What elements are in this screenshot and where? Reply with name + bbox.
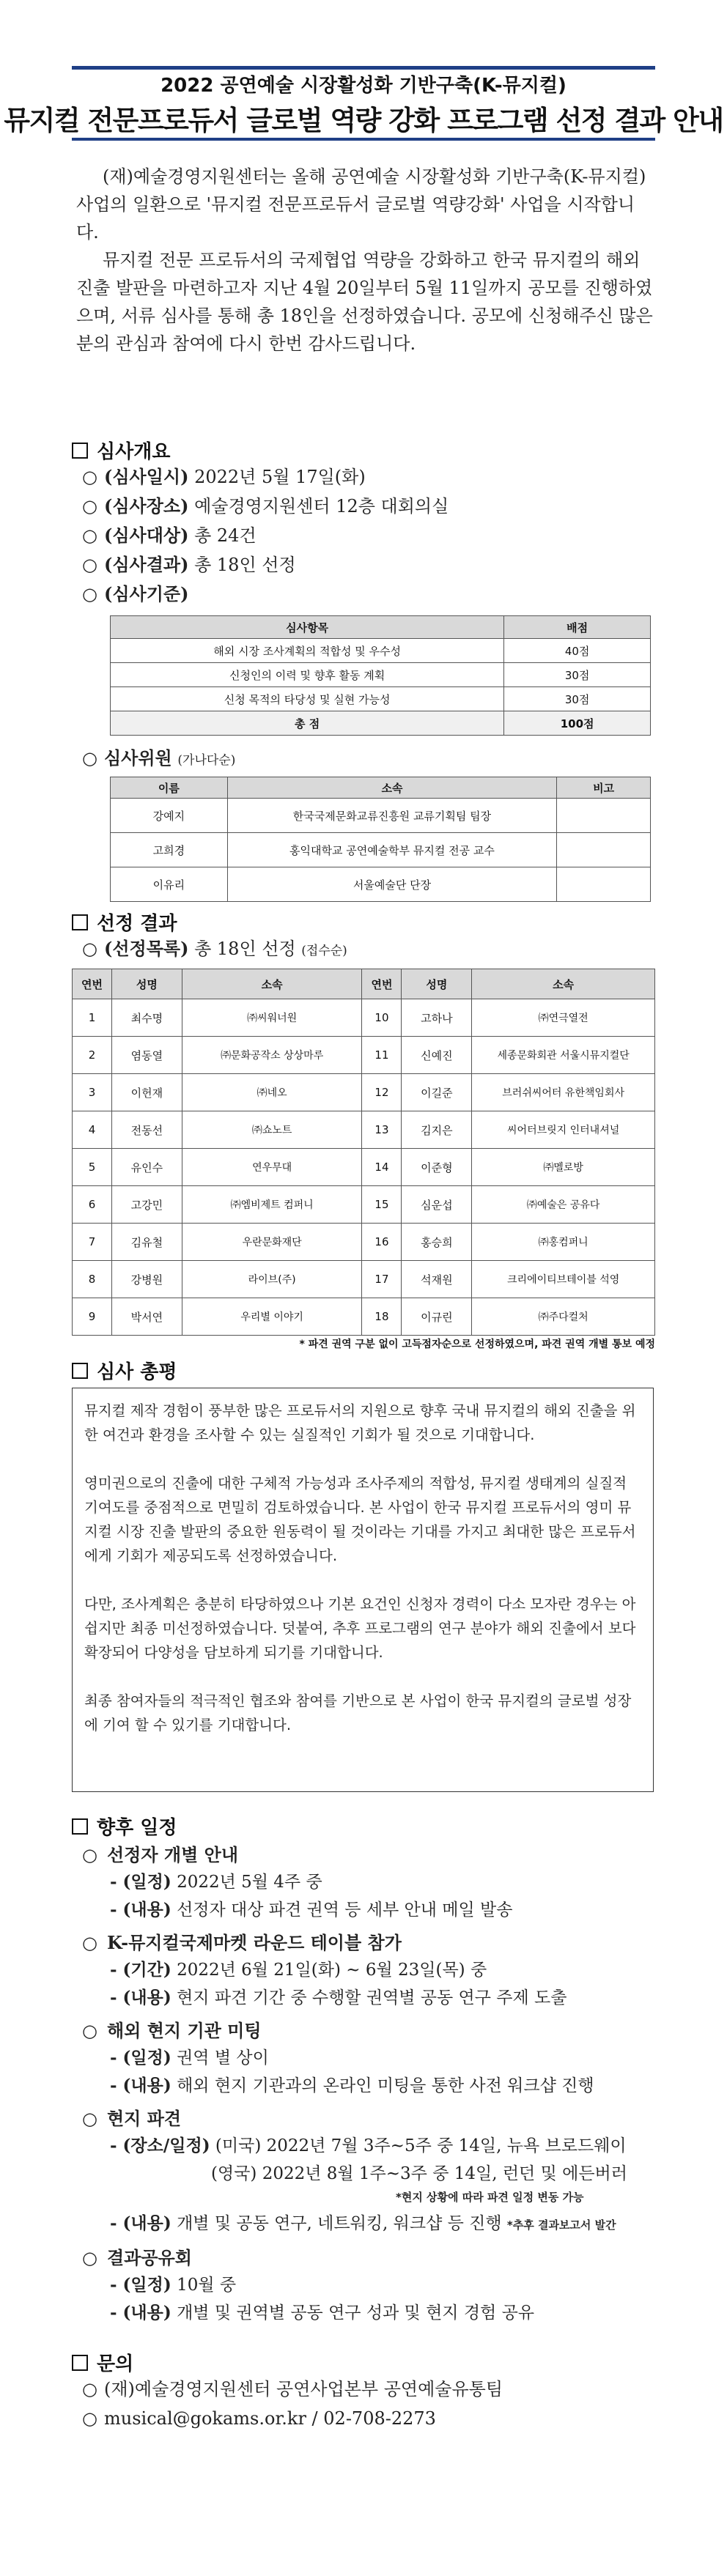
schedule-1-line-2: - (내용) 선정자 대상 파견 권역 등 세부 안내 메일 발송 — [110, 1900, 513, 1920]
title-rule-top — [72, 66, 655, 70]
judges-table — [110, 777, 651, 902]
schedule-3-line-2: - (내용) 해외 현지 기관과의 온라인 미팅을 통한 사전 워크샵 진행 — [110, 2076, 594, 2095]
schedule-3-line-1: - (일정) 권역 별 상이 — [110, 2048, 269, 2068]
comment-box — [72, 1388, 654, 1792]
table-row: 1 최수명 ㈜씨워너원 10 고하나 ㈜연극열전 — [73, 999, 655, 1037]
review-item-date: ○ (심사일시) 2022년 5월 17일(화) — [82, 466, 366, 487]
square-bullet-icon — [72, 1818, 88, 1835]
judges-label: ○ 심사위원 (가나다순) — [82, 747, 236, 769]
criteria-header-score: 배점 — [504, 616, 651, 639]
criteria-header-item: 심사항목 — [111, 616, 504, 639]
section-review-heading: 심사개요 — [72, 437, 170, 464]
table-row: 8 강병원 라이브(주) 17 석재원 크리에이티브테이블 석영 — [73, 1261, 655, 1298]
comment-paragraph-2: 영미권으로의 진출에 대한 구체적 가능성과 조사주제의 적합성, 뮤지컬 생태계의 실질적 기여도를 중점적으로 면밀히 검토하였습니다. 본 사업이 한국 뮤지컬 프로듀서의 영미 뮤지컬 시장 진출 발판의 중요한 원동력이 될 것이라는 기대를 가지고 최대한 많은 프로듀서에게 기회가 제공되도록 선정하였습니다. — [84, 1475, 636, 1564]
section-contact-heading: 문의 — [72, 2349, 133, 2376]
schedule-5-title: ○ 결과공유회 — [82, 2247, 192, 2268]
review-item-place: ○ (심사장소) 예술경영지원센터 12층 대회의실 — [82, 495, 449, 517]
review-item-criteria: ○ (심사기준) — [82, 583, 189, 604]
judges-header-note: 비고 — [557, 777, 651, 799]
page-subtitle: 2022 공연예술 시장활성화 기반구축(K-뮤지컬) — [160, 75, 567, 97]
table-row: 3 이헌재 ㈜네오 12 이길준 브러쉬씨어터 유한책임회사 — [73, 1074, 655, 1111]
selection-footnote: * 파견 권역 구분 없이 고득점자순으로 선정하였으며, 파견 권역 개별 통보 예정 — [299, 1339, 655, 1350]
table-row: 신청인의 이력 및 향후 활동 계획 30점 — [111, 663, 651, 687]
comment-paragraph-4: 최종 참여자들의 적극적인 협조와 참여를 기반으로 본 사업이 한국 뮤지컬의 글로벌 성장에 기여 할 수 있기를 기대합니다. — [84, 1692, 632, 1733]
table-row: 7 김유철 우란문화재단 16 홍승희 ㈜홍컴퍼니 — [73, 1224, 655, 1261]
section-result-heading: 선정 결과 — [72, 908, 177, 936]
review-item-target: ○ (심사대상) 총 24건 — [82, 525, 257, 546]
schedule-4-note: *현지 상황에 따라 파견 일정 변동 가능 — [396, 2191, 584, 2204]
square-bullet-icon — [72, 2355, 88, 2371]
section-comment-heading: 심사 총평 — [72, 1357, 177, 1384]
schedule-5-line-2: - (내용) 개별 및 권역별 공동 연구 성과 및 현지 경험 공유 — [110, 2303, 535, 2323]
schedule-4-line-3: - (내용) 개별 및 공동 연구, 네트워킹, 워크샵 등 진행 *추후 결과보고서 발간 — [110, 2213, 616, 2233]
schedule-2-title: ○ K-뮤지컬국제마켓 라운드 테이블 참가 — [82, 1932, 402, 1953]
square-bullet-icon — [72, 914, 88, 930]
selection-table: 연번 성명 소속 연번 성명 소속 1 최수명 ㈜씨워너원 10 고하나 ㈜연극열전 2 염동열 ㈜문화공작소 상상마루 11 신예진 세종문화회관 서울시뮤지컬단 3 이헌재 ㈜네오 12 이길준 브러쉬씨어터 유한책임회사 4 전동선 ㈜쇼노트 13 김지은 씨어터브릿지 인터내셔널 5 유인수 연우무대 14 이준형 ㈜멜로방 6 고강민 ㈜엠비제트 컴퍼니 15 심운섭 ㈜예술은 공유다 7 김유철 우란문화재단 16 홍승희 ㈜홍컴퍼니 8 강병원 라이브(주) 17 석재원 크리에이티브테이블 석영 9 박서연 우리별 이야기 18 이규린 ㈜주다컬처 — [72, 969, 655, 1336]
intro-text — [76, 163, 655, 358]
table-row: 5 유인수 연우무대 14 이준형 ㈜멜로방 — [73, 1149, 655, 1186]
title-rule-bottom — [72, 138, 655, 141]
square-bullet-icon — [72, 443, 88, 459]
review-item-result: ○ (심사결과) 총 18인 선정 — [82, 554, 296, 575]
schedule-1-line-1: - (일정) 2022년 5월 4주 중 — [110, 1872, 322, 1892]
table-row: 2 염동열 ㈜문화공작소 상상마루 11 신예진 세종문화회관 서울시뮤지컬단 — [73, 1037, 655, 1074]
table-row: 신청 목적의 타당성 및 실현 가능성 30점 — [111, 687, 651, 711]
schedule-3-title: ○ 해외 현지 기관 미팅 — [82, 2020, 262, 2041]
table-row: 6 고강민 ㈜엠비제트 컴퍼니 15 심운섭 ㈜예술은 공유다 — [73, 1186, 655, 1224]
contact-team: ○ (재)예술경영지원센터 공연사업본부 공연예술유통팀 — [82, 2379, 503, 2399]
schedule-2-line-2: - (내용) 현지 파견 기간 중 수행할 권역별 공동 연구 주제 도출 — [110, 1988, 567, 2007]
section-schedule-heading: 향후 일정 — [72, 1813, 177, 1840]
intro-paragraph-2: 뮤지컬 전문 프로듀서의 국제협업 역량을 강화하고 한국 뮤지컬의 해외 진출 발판을 마련하고자 지난 4월 20일부터 5월 11일까지 공모를 진행하였으며, 서류 심사를 통해 총 18인을 선정하였습니다. 공모에 신청해주신 많은 분의 관심과 참여에 다시 한번 감사드립니다. — [76, 250, 653, 354]
table-row: 고희경 홍익대학교 공연예술학부 뮤지컬 전공 교수 — [111, 833, 651, 867]
table-row: 강예지 한국국제문화교류진흥원 교류기획팀 팀장 — [111, 799, 651, 833]
criteria-total-row: 총 점 100점 — [111, 711, 651, 736]
table-row: 4 전동선 ㈜쇼노트 13 김지은 씨어터브릿지 인터내셔널 — [73, 1111, 655, 1149]
page-title: 뮤지컬 전문프로듀서 글로벌 역량 강화 프로그램 선정 결과 안내 — [4, 105, 723, 136]
square-bullet-icon — [72, 1363, 88, 1379]
result-summary: ○ (선정목록) 총 18인 선정 (접수순) — [82, 938, 347, 959]
contact-email-phone[interactable]: ○ musical@gokams.or.kr / 02-708-2273 — [82, 2408, 436, 2429]
criteria-table — [110, 615, 651, 736]
schedule-1-title: ○ 선정자 개별 안내 — [82, 1844, 238, 1865]
table-row: 해외 시장 조사계획의 적합성 및 우수성 40점 — [111, 639, 651, 663]
judges-header-name: 이름 — [111, 777, 228, 799]
schedule-2-line-1: - (기간) 2022년 6월 21일(화) ~ 6월 23일(목) 중 — [110, 1960, 487, 1980]
schedule-4-line-2: (영국) 2022년 8월 1주~3주 중 14일, 런던 및 에든버러 — [211, 2164, 627, 2183]
judges-header-org: 소속 — [227, 777, 556, 799]
schedule-5-line-1: - (일정) 10월 중 — [110, 2275, 237, 2295]
intro-paragraph-1: (재)예술경영지원센터는 올해 공연예술 시장활성화 기반구축(K-뮤지컬) 사업의 일환으로 '뮤지컬 전문프로듀서 글로벌 역량강화' 사업을 시작합니다. — [76, 166, 646, 243]
schedule-4-title: ○ 현지 파견 — [82, 2108, 182, 2129]
table-row: 이유리 서울예술단 단장 — [111, 867, 651, 902]
schedule-4-line-1: - (장소/일정) (미국) 2022년 7월 3주~5주 중 14일, 뉴욕 브로드웨이 — [110, 2136, 627, 2155]
comment-paragraph-3: 다만, 조사계획은 충분히 타당하였으나 기본 요건인 신청자 경력이 다소 모자란 경우는 아쉽지만 최종 미선정하였습니다. 덧붙여, 추후 프로그램의 연구 분야가 해외 진출에서 보다 확장되어 다양성을 담보하게 되기를 기대합니다. — [84, 1596, 636, 1661]
table-row: 9 박서연 우리별 이야기 18 이규린 ㈜주다컬처 — [73, 1298, 655, 1336]
comment-paragraph-1: 뮤지컬 제작 경험이 풍부한 많은 프로듀서의 지원으로 향후 국내 뮤지컬의 해외 진출을 위한 여건과 환경을 조사할 수 있는 실질적인 기회가 될 것으로 기대합니다. — [84, 1402, 636, 1443]
